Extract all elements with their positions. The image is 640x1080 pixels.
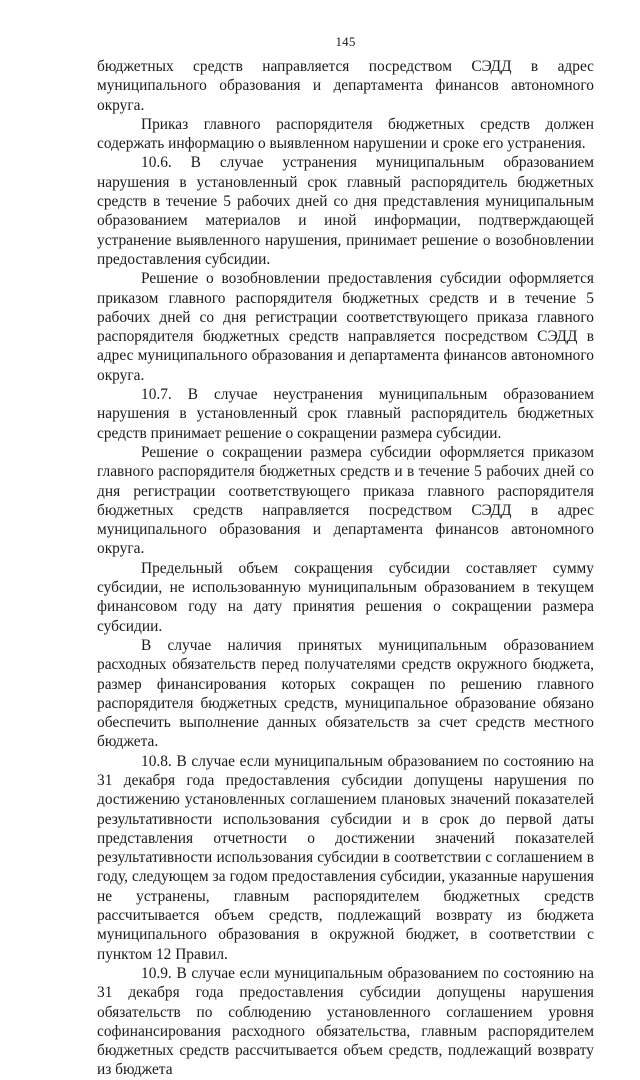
- paragraph-10-7: 10.7. В случае неустранения муниципальным образованием нарушения в установленный срок главный распорядитель бюджетных средств принимает решение о сокращении размера субсидии.: [97, 386, 594, 442]
- paragraph-reduction-limit: Предельный объем сокращения субсидии составляет сумму субсидии, не использованную муниципальным образованием в текущем финансовом году на дату принятия решения о сокращении размера субсидии.: [97, 559, 594, 635]
- paragraph-reduction-decision: Решение о сокращении размера субсидии оформляется приказом главного распорядителя бюджетных средств и в течение 5 рабочих дней со дня регистрации соответствующего приказа главного распорядителя бюджетных средств направляется посредством СЭДД в адрес муниципального образования и департамента финансов автономного округа.: [97, 443, 594, 558]
- paragraph-10-6: 10.6. В случае устранения муниципальным образованием нарушения в установленный срок главный распорядитель бюджетных средств в течение 5 рабочих дней со дня представления муниципальным образованием материалов и иной информации, подтверждающей устранение выявленного нарушения, принимает решение о возобновлении предоставления субсидии.: [97, 154, 594, 268]
- paragraph-10-9: 10.9. В случае если муниципальным образованием по состоянию на 31 декабря года предоставления субсидии допущены нарушения обязательств по соблюдению установленного соглашением уровня софинансирования расходного обязательства, главным распорядителем бюджетных средств рассчитывается объем средств, подлежащий возврату из бюджета: [97, 964, 594, 1079]
- paragraph-obligations: В случае наличия принятых муниципальным образованием расходных обязательств перед получателями средств окружного бюджета, размер финансирования которых сокращен по решению главного распорядителя бюджетных средств, муниципальное образование обязано обеспечить выполнение данных обязательств за счет средств местного бюджета.: [97, 636, 594, 751]
- paragraph-10-8: 10.8. В случае если муниципальным образованием по состоянию на 31 декабря года предоставления субсидии допущены нарушения по достижению установленных соглашением плановых значений показателей результативности использования субсидии и в срок до первой даты представления отчетности о достижении значений показателей результативности использования субсидии в соответствии с соглашением в году, следующем за годом предоставления субсидии, указанные нарушения не устранены, главным распорядителем бюджетных средств рассчитывается объем средств, подлежащий возврату из бюджета муниципального образования в окружной бюджет, в соответствии с пунктом 12 Правил.: [97, 752, 594, 963]
- paragraph-resumption-decision: Решение о возобновлении предоставления субсидии оформляется приказом главного распорядителя бюджетных средств и в течение 5 рабочих дней со дня регистрации соответствующего приказа главного распорядителя бюджетных средств направляется посредством СЭДД в адрес муниципального образования и департамента финансов автономного округа.: [97, 270, 594, 384]
- paragraph-continuation: бюджетных средств направляется посредством СЭДД в адрес муниципального образования и департамента финансов автономного округа.: [97, 58, 594, 114]
- page-number: 145: [335, 34, 356, 49]
- paragraph-order-content: Приказ главного распорядителя бюджетных средств должен содержать информацию о выявленном нарушении и сроке его устранения.: [97, 115, 594, 153]
